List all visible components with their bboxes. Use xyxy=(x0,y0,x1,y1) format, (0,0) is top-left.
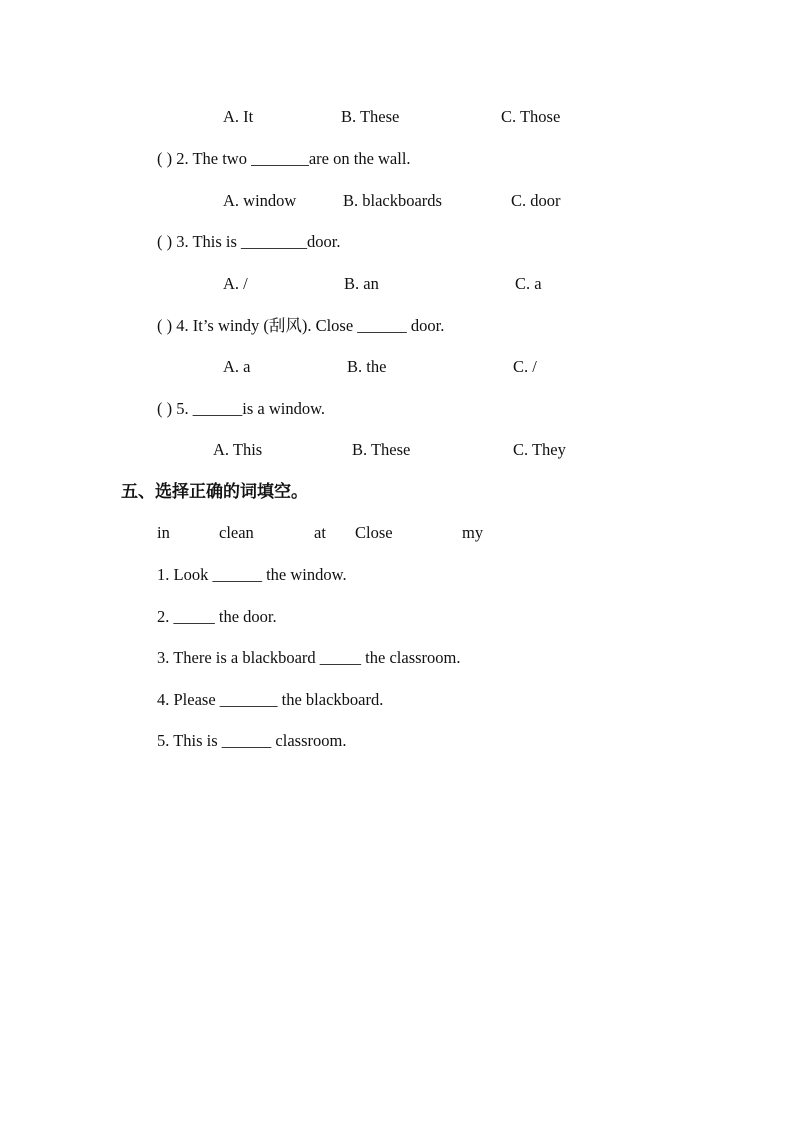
question-3-option-a: A. / xyxy=(223,274,248,293)
question-2-option-a: A. window xyxy=(223,191,297,210)
question-5-text: ( ) 5. ______is a window. xyxy=(157,399,326,418)
question-5-option-a: A. This xyxy=(213,440,263,459)
question-1-option-c: C. Those xyxy=(501,107,561,126)
question-3-text: ( ) 3. This is ________door. xyxy=(157,232,341,251)
fill-sentence-5: 5. This is ______ classroom. xyxy=(157,731,347,750)
question-4-option-c: C. / xyxy=(513,357,537,376)
question-5-option-c: C. They xyxy=(513,440,566,459)
fill-sentence-1: 1. Look ______ the window. xyxy=(157,565,347,584)
word-bank-item: at xyxy=(314,523,326,542)
question-4-option-b: B. the xyxy=(347,357,387,376)
question-2-option-b: B. blackboards xyxy=(343,191,442,210)
word-bank-item: Close xyxy=(355,523,393,542)
question-2-text: ( ) 2. The two _______are on the wall. xyxy=(157,149,411,168)
fill-sentence-4: 4. Please _______ the blackboard. xyxy=(157,690,384,709)
fill-sentence-3: 3. There is a blackboard _____ the classroom. xyxy=(157,648,461,667)
question-4-text: ( ) 4. It’s windy (刮风). Close ______ door. xyxy=(157,316,445,335)
word-bank-item: in xyxy=(157,523,170,542)
section-5-heading: 五、选择正确的词填空。 xyxy=(121,482,308,502)
question-1-option-a: A. It xyxy=(223,107,254,126)
question-5-option-b: B. These xyxy=(352,440,411,459)
word-bank-item: clean xyxy=(219,523,254,542)
word-bank-item: my xyxy=(462,523,484,542)
question-3-option-c: C. a xyxy=(515,274,542,293)
question-3-option-b: B. an xyxy=(344,274,379,293)
question-4-option-a: A. a xyxy=(223,357,251,376)
question-1-option-b: B. These xyxy=(341,107,400,126)
fill-sentence-2: 2. _____ the door. xyxy=(157,607,277,626)
question-2-option-c: C. door xyxy=(511,191,561,210)
